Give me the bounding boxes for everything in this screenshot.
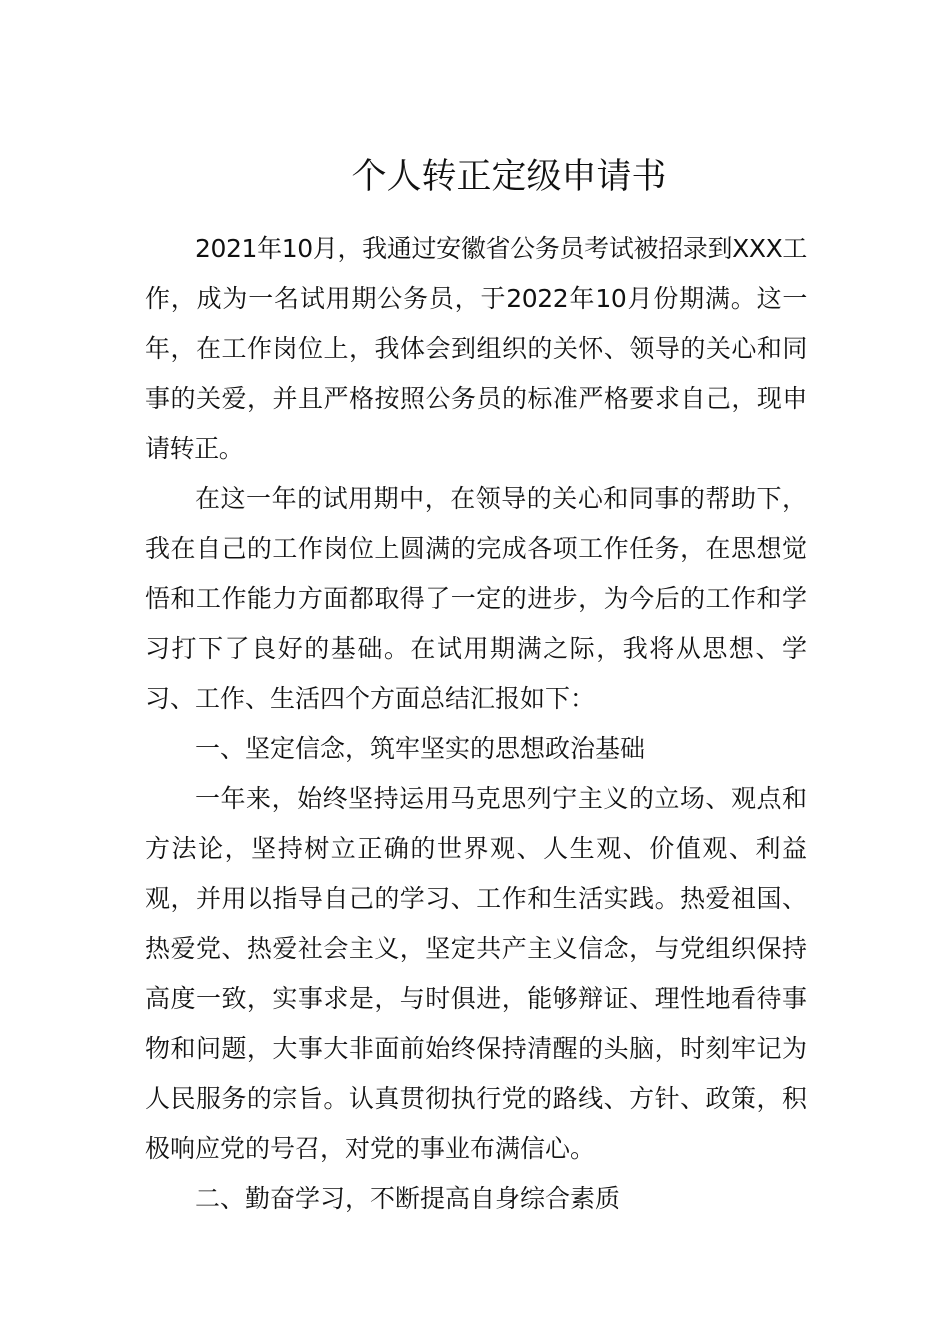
section-heading-1: 一、坚定信念，筑牢坚实的思想政治基础 (195, 734, 646, 763)
document-title: 个人转正定级申请书 (351, 157, 667, 197)
paragraph-section-1: 一年来，始终坚持运用马克思列宁主义的立场、观点和方法论，坚持树立正确的世界观、人生观、价值观、利益观，并用以指导自己的学习、工作和生活实践。热爱祖国、热爱党、热爱社会主义，坚定共产主义信念，与党组织保持高度一致，实事求是，与时俱进，能够辩证、理性地看待事物和问题，大事大非面前始终保持清醒的头脑，时刻牢记为人民服务的宗旨。认真贯彻执行党的路线、方针、政策，积极响应党的号召，对党的事业布满信心。 (145, 784, 807, 1163)
paragraph-summary: 在这一年的试用期中，在领导的关心和同事的帮助下，我在自己的工作岗位上圆满的完成各项工作任务，在思想觉悟和工作能力方面都取得了一定的进步，为今后的工作和学习打下了良好的基础。在试用期满之际，我将从思想、学习、工作、生活四个方面总结汇报如下： (145, 484, 807, 713)
section-heading-2: 二、勤奋学习，不断提高自身综合素质 (195, 1184, 621, 1213)
document-body (145, 224, 807, 1224)
paragraph-intro: 2021年10月，我通过安徽省公务员考试被招录到XXX工作，成为一名试用期公务员，于2022年10月份期满。这一年，在工作岗位上，我体会到组织的关怀、领导的关心和同事的关爱，并且严格按照公务员的标准严格要求自己，现申请转正。 (145, 234, 807, 463)
